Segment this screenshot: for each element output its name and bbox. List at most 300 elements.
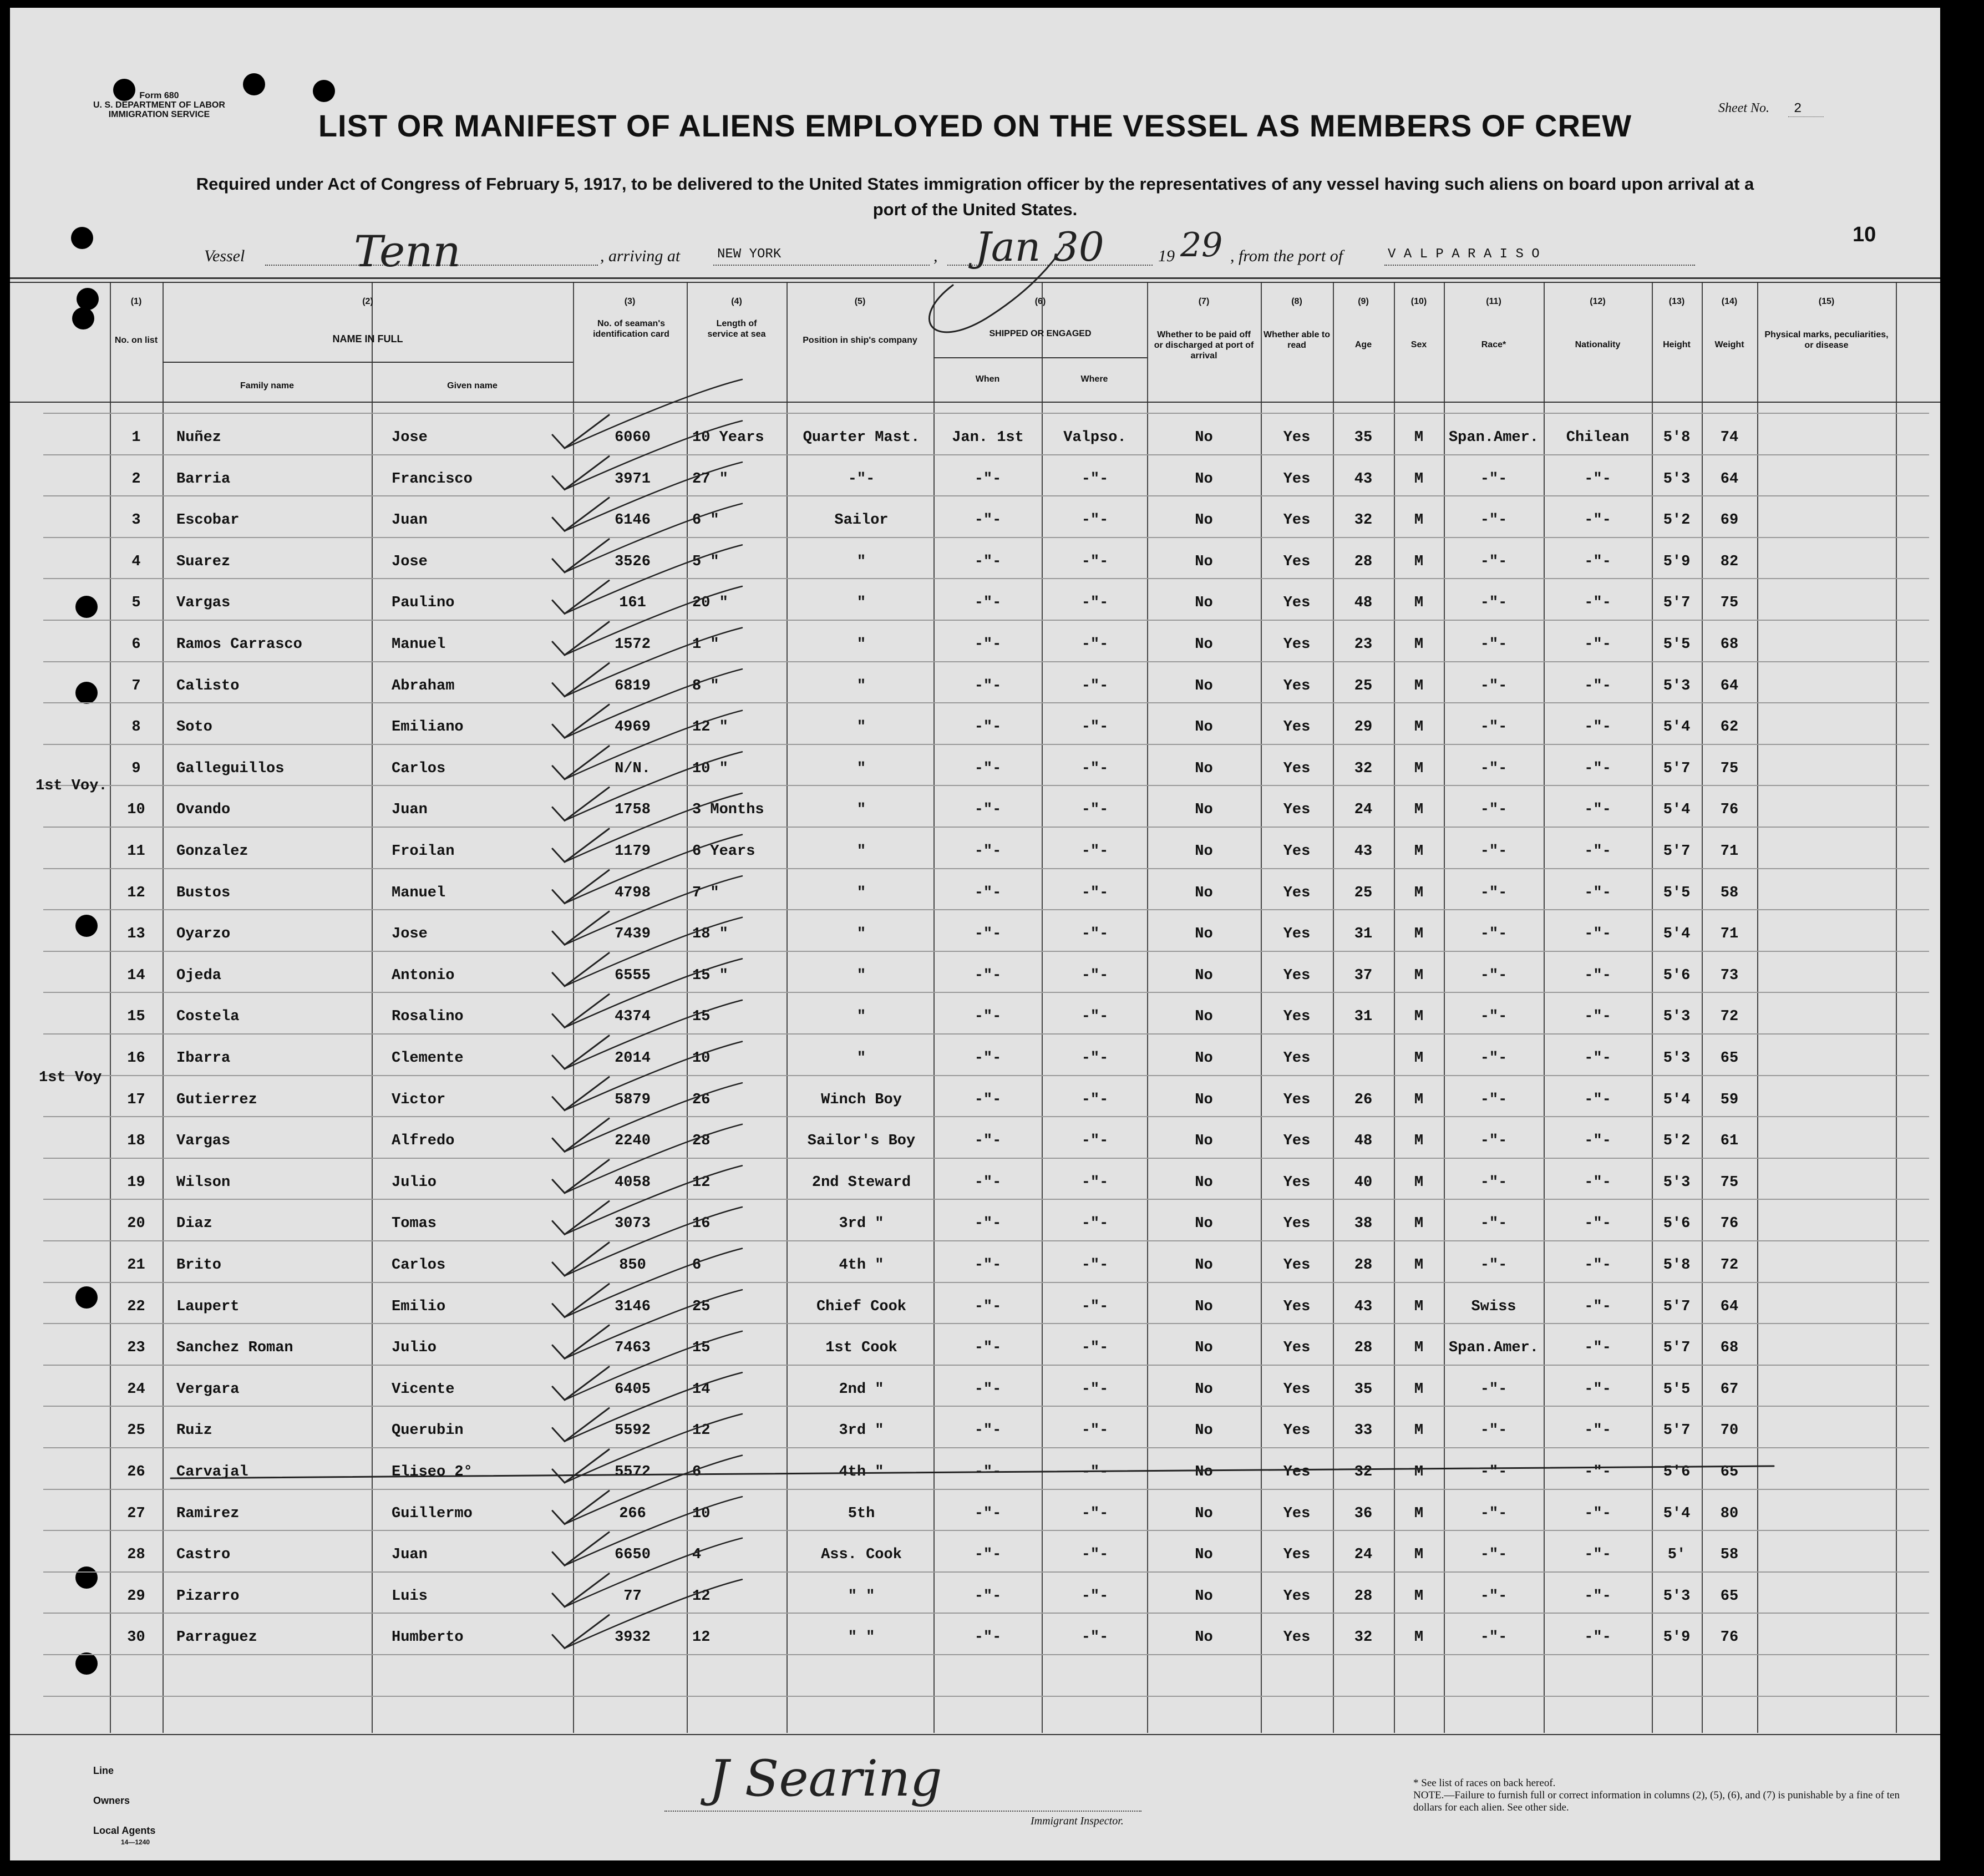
cell-no: 23 <box>127 1340 145 1357</box>
cell-position: " <box>856 636 866 653</box>
tally-stroke <box>565 835 742 904</box>
tally-stroke <box>565 711 742 779</box>
cell-paid: No <box>1195 1091 1213 1108</box>
cell-where: -"- <box>1081 1050 1109 1067</box>
tally-stroke <box>565 1372 742 1441</box>
cell-race: -"- <box>1480 595 1508 612</box>
cell-weight: 62 <box>1720 719 1739 736</box>
cell-position: " <box>856 719 866 736</box>
cell-where: -"- <box>1081 1008 1109 1026</box>
cell-no: 14 <box>127 967 145 984</box>
cell-age: 43 <box>1354 1298 1373 1315</box>
cell-paid: No <box>1195 1381 1213 1398</box>
col-header-given-name: Given name <box>447 381 498 391</box>
cell-no: 28 <box>127 1547 145 1564</box>
cell-given: Victor <box>392 1091 446 1108</box>
cell-height: 5'9 <box>1663 553 1691 570</box>
cell-when: -"- <box>974 843 1002 860</box>
cell-nat: -"- <box>1584 1422 1611 1439</box>
cell-where: -"- <box>1081 1422 1109 1439</box>
cell-no: 17 <box>127 1091 145 1108</box>
cell-sex: M <box>1414 512 1424 529</box>
cell-height: 5'4 <box>1663 926 1691 943</box>
cell-age: 25 <box>1354 677 1373 694</box>
col-header-age: Age <box>1354 340 1372 349</box>
cell-family: Ovando <box>176 802 231 819</box>
cell-sex: M <box>1414 1050 1424 1067</box>
cell-age: 24 <box>1354 802 1373 819</box>
cell-weight: 75 <box>1720 760 1739 777</box>
cell-when: -"- <box>974 1008 1002 1026</box>
cell-paid: No <box>1195 1298 1213 1315</box>
tally-stroke <box>565 959 742 1027</box>
tally-stroke <box>565 545 742 613</box>
cell-family: Nuñez <box>176 429 222 446</box>
cell-read: Yes <box>1283 884 1311 901</box>
cell-service: 5 " <box>692 553 719 570</box>
cell-card: 2014 <box>615 1050 651 1067</box>
cell-race: -"- <box>1480 1629 1508 1646</box>
cell-service: 25 <box>692 1298 711 1315</box>
cell-read: Yes <box>1283 1629 1311 1646</box>
cell-family: Ramos Carrasco <box>176 636 302 653</box>
cell-paid: No <box>1195 967 1213 984</box>
col-header-family-name: Family name <box>240 381 294 391</box>
column-number: (10) <box>1410 297 1427 306</box>
cell-weight: 64 <box>1720 677 1739 694</box>
cell-paid: No <box>1195 429 1213 446</box>
tally-stroke <box>565 1249 742 1317</box>
tally-stroke <box>565 1456 742 1524</box>
inspector-label: Immigrant Inspector. <box>1031 1815 1124 1827</box>
column-number: (14) <box>1721 297 1738 306</box>
cell-card: 266 <box>619 1505 646 1522</box>
cell-card: 6146 <box>615 512 651 529</box>
cell-position: Winch Boy <box>821 1091 902 1108</box>
cell-given: Manuel <box>392 884 446 901</box>
cell-service: 12 " <box>692 719 728 736</box>
cell-service: 7 " <box>692 884 719 901</box>
cell-no: 11 <box>127 843 145 860</box>
cell-card: 4058 <box>615 1174 651 1191</box>
cell-height: 5'8 <box>1663 1257 1691 1274</box>
tally-stroke <box>565 379 742 448</box>
cell-weight: 65 <box>1720 1588 1739 1605</box>
cell-no: 7 <box>131 677 141 694</box>
departure-port: V A L P A R A I S O <box>1388 247 1540 262</box>
cell-sex: M <box>1414 1588 1424 1605</box>
sheet-number: Sheet No. 2 <box>1718 101 1824 116</box>
cell-family: Diaz <box>176 1215 212 1233</box>
cell-sex: M <box>1414 843 1424 860</box>
cell-age: 37 <box>1354 967 1373 984</box>
tally-stroke <box>565 876 742 945</box>
tally-stroke <box>565 1207 742 1276</box>
cell-race: -"- <box>1480 677 1508 694</box>
cell-nat: -"- <box>1584 719 1611 736</box>
cell-paid: No <box>1195 1174 1213 1191</box>
cell-height: 5'5 <box>1663 636 1691 653</box>
cell-family: Gutierrez <box>176 1091 257 1108</box>
cell-when: -"- <box>974 1422 1002 1439</box>
cell-given: Emilio <box>392 1298 446 1315</box>
cell-weight: 67 <box>1720 1381 1739 1398</box>
cell-service: 12 <box>692 1588 711 1605</box>
cell-family: Laupert <box>176 1298 240 1315</box>
cell-race: -"- <box>1480 1588 1508 1605</box>
cell-height: 5'4 <box>1663 719 1691 736</box>
cell-sex: M <box>1414 429 1424 446</box>
cell-card: 850 <box>619 1257 646 1274</box>
cell-height: 5'3 <box>1663 677 1691 694</box>
column-number: (6) <box>1034 297 1046 306</box>
cell-position: 3rd " <box>839 1215 884 1233</box>
cell-height: 5'3 <box>1663 1008 1691 1026</box>
cell-family: Brito <box>176 1257 222 1274</box>
cell-weight: 71 <box>1720 926 1739 943</box>
arrival-year: 29 <box>1180 226 1223 265</box>
cell-no: 24 <box>127 1381 145 1398</box>
cell-given: Rosalino <box>392 1008 464 1026</box>
col-header-number: No. on list <box>114 336 158 345</box>
cell-weight: 69 <box>1720 512 1739 529</box>
cell-family: Vargas <box>176 595 231 612</box>
cell-service: 6 <box>692 1257 702 1274</box>
cell-nat: -"- <box>1584 884 1611 901</box>
cell-when: -"- <box>974 719 1002 736</box>
cell-where: -"- <box>1081 1215 1109 1233</box>
cell-when: -"- <box>974 677 1002 694</box>
cell-given: Humberto <box>392 1629 464 1646</box>
cell-family: Gonzalez <box>176 843 248 860</box>
cell-nat: -"- <box>1584 1091 1611 1108</box>
cell-sex: M <box>1414 1298 1424 1315</box>
cell-position: " <box>856 553 866 570</box>
cell-position: " <box>856 926 866 943</box>
margin-note: 1st Voy <box>39 1069 102 1086</box>
cell-family: Vargas <box>176 1133 231 1150</box>
cell-sex: M <box>1414 553 1424 570</box>
col-header-name: NAME IN FULL <box>332 333 403 344</box>
cell-paid: No <box>1195 926 1213 943</box>
cell-race: -"- <box>1480 1505 1508 1522</box>
cell-read: Yes <box>1283 1174 1311 1191</box>
cell-no: 1 <box>131 429 141 446</box>
year-prefix: 19 <box>1158 247 1175 265</box>
cell-when: Jan. 1st <box>952 429 1024 446</box>
cell-where: -"- <box>1081 967 1109 984</box>
cell-card: 77 <box>623 1588 642 1605</box>
cell-age: 23 <box>1354 636 1373 653</box>
cell-service: 4 <box>692 1547 702 1564</box>
cell-sex: M <box>1414 677 1424 694</box>
cell-service: 6 Years <box>692 843 755 860</box>
vessel-line: Vessel Tenn , arriving at NEW YORK , Jan 30 19 29 , from the port of V A L P A R A I S O <box>10 244 1940 271</box>
col-header-weight: Weight <box>1714 340 1744 349</box>
cell-race: Swiss <box>1471 1298 1516 1315</box>
cell-no: 26 <box>127 1464 145 1480</box>
cell-race: -"- <box>1480 1174 1508 1191</box>
column-number: (8) <box>1291 297 1302 306</box>
cell-height: 5'7 <box>1663 1298 1691 1315</box>
pen-stroke <box>929 246 1064 332</box>
cell-nat: -"- <box>1584 1381 1611 1398</box>
cell-sex: M <box>1414 926 1424 943</box>
arriving-label: , arriving at <box>600 247 681 265</box>
cell-weight: 72 <box>1720 1257 1739 1274</box>
cell-no: 16 <box>127 1050 145 1067</box>
cell-age: 32 <box>1354 512 1373 529</box>
cell-when: -"- <box>974 1174 1002 1191</box>
column-number: (4) <box>731 297 742 306</box>
page-title: LIST OR MANIFEST OF ALIENS EMPLOYED ON THE VESSEL AS MEMBERS OF CREW <box>318 108 1632 143</box>
cell-card: 7439 <box>615 926 651 943</box>
cell-nat: -"- <box>1584 1588 1611 1605</box>
cell-position: " <box>856 677 866 694</box>
cell-height: 5'7 <box>1663 1340 1691 1357</box>
cell-family: Calisto <box>176 677 240 694</box>
cell-given: Querubin <box>392 1422 464 1439</box>
cell-no: 15 <box>127 1008 145 1026</box>
cell-where: -"- <box>1081 470 1109 488</box>
cell-read: Yes <box>1283 470 1311 488</box>
cell-height: 5'5 <box>1663 1381 1691 1398</box>
cell-no: 30 <box>127 1629 145 1646</box>
cell-read: Yes <box>1283 1464 1311 1480</box>
column-number: (11) <box>1486 297 1501 306</box>
cell-when: -"- <box>974 1588 1002 1605</box>
tally-stroke <box>565 917 742 986</box>
form-identifier: Form 680 U. S. DEPARTMENT OF LABOR IMMIGRATION SERVICE <box>93 91 225 119</box>
cell-sex: M <box>1414 884 1424 901</box>
cell-position: 2nd Steward <box>811 1174 911 1191</box>
column-number: (13) <box>1668 297 1685 306</box>
cell-weight: 76 <box>1720 1629 1739 1646</box>
cell-position: " " <box>848 1629 875 1646</box>
cell-card: 4969 <box>615 719 651 736</box>
cell-height: 5'5 <box>1663 884 1691 901</box>
cell-no: 29 <box>127 1588 145 1605</box>
line-label: Line <box>93 1765 114 1776</box>
margin-note: 1st Voy. <box>35 778 108 794</box>
cell-race: Span.Amer. <box>1448 1340 1539 1357</box>
cell-no: 21 <box>127 1257 145 1274</box>
cell-no: 8 <box>131 719 141 736</box>
cell-where: -"- <box>1081 884 1109 901</box>
cell-race: -"- <box>1480 470 1508 488</box>
cell-race: -"- <box>1480 760 1508 777</box>
cell-sex: M <box>1414 1133 1424 1150</box>
cell-when: -"- <box>974 1381 1002 1398</box>
cell-no: 19 <box>127 1174 145 1191</box>
cell-paid: No <box>1195 553 1213 570</box>
cell-height: 5'4 <box>1663 1091 1691 1108</box>
cell-service: 27 " <box>692 470 728 488</box>
manifest-sheet <box>10 8 1940 1860</box>
cell-age: 28 <box>1354 1257 1373 1274</box>
cell-race: Span.Amer. <box>1448 429 1539 446</box>
cell-service: 6 " <box>692 512 719 529</box>
cell-card: 5592 <box>615 1422 651 1439</box>
cell-nat: -"- <box>1584 967 1611 984</box>
cell-family: Ibarra <box>176 1050 231 1067</box>
cell-sex: M <box>1414 1505 1424 1522</box>
cell-paid: No <box>1195 1257 1213 1274</box>
cell-weight: 76 <box>1720 1215 1739 1233</box>
cell-where: Valpso. <box>1063 429 1127 446</box>
cell-when: -"- <box>974 1050 1002 1067</box>
cell-age: 31 <box>1354 926 1373 943</box>
strike-line <box>171 1466 1774 1478</box>
cell-given: Julio <box>392 1340 437 1357</box>
col-header-when: When <box>975 374 1000 384</box>
cell-read: Yes <box>1283 843 1311 860</box>
cell-card: 2240 <box>615 1133 651 1150</box>
cell-sex: M <box>1414 1547 1424 1564</box>
cell-service: 6 <box>692 1464 702 1480</box>
tally-stroke <box>565 1042 742 1111</box>
cell-nat: -"- <box>1584 760 1611 777</box>
cell-no: 5 <box>131 595 141 612</box>
cell-race: -"- <box>1480 1215 1508 1233</box>
cell-sex: M <box>1414 719 1424 736</box>
cell-given: Jose <box>392 553 428 570</box>
col-header-service: Length of service at sea <box>707 319 766 339</box>
cell-card: 3146 <box>615 1298 651 1315</box>
cell-nat: -"- <box>1584 802 1611 819</box>
cell-race: -"- <box>1480 1091 1508 1108</box>
cell-given: Clemente <box>392 1050 464 1067</box>
tally-stroke <box>565 1000 742 1069</box>
cell-nat: -"- <box>1584 1505 1611 1522</box>
cell-paid: No <box>1195 1340 1213 1357</box>
cell-nat: -"- <box>1584 512 1611 529</box>
cell-when: -"- <box>974 553 1002 570</box>
cell-race: -"- <box>1480 1464 1508 1480</box>
col-header-position: Position in ship's company <box>803 336 917 345</box>
cell-position: -"- <box>848 470 875 488</box>
cell-service: 3 Months <box>692 802 764 819</box>
corner-mark: 10 <box>1853 223 1876 246</box>
cell-nat: -"- <box>1584 595 1611 612</box>
cell-card: 3932 <box>615 1629 651 1646</box>
cell-service: 12 <box>692 1629 711 1646</box>
col-header-paid-off: Whether to be paid off or discharged at port of arrival <box>1154 330 1254 361</box>
cell-card: 6555 <box>615 967 651 984</box>
cell-height: 5'8 <box>1663 429 1691 446</box>
cell-nat: -"- <box>1584 1464 1611 1480</box>
cell-sex: M <box>1414 1340 1424 1357</box>
cell-paid: No <box>1195 636 1213 653</box>
cell-card: N/N. <box>615 760 651 777</box>
cell-where: -"- <box>1081 1174 1109 1191</box>
cell-paid: No <box>1195 470 1213 488</box>
cell-paid: No <box>1195 1215 1213 1233</box>
cell-height: 5'9 <box>1663 1629 1691 1646</box>
cell-where: -"- <box>1081 636 1109 653</box>
cell-card: 4374 <box>615 1008 651 1026</box>
cell-given: Abraham <box>392 677 455 694</box>
cell-given: Eliseo 2° <box>392 1464 473 1480</box>
cell-where: -"- <box>1081 1133 1109 1150</box>
cell-when: -"- <box>974 760 1002 777</box>
cell-position: " <box>856 595 866 612</box>
cell-given: Guillermo <box>392 1505 473 1522</box>
cell-position: " <box>856 802 866 819</box>
cell-read: Yes <box>1283 719 1311 736</box>
cell-position: 1st Cook <box>825 1340 897 1357</box>
cell-paid: No <box>1195 1505 1213 1522</box>
cell-service: 10 " <box>692 760 728 777</box>
footnote: * See list of races on back hereof. NOTE.—Failure to furnish full or correct information in columns (2), (5), (6), and (7) is punishable by a fine of ten dollars for each alien. See other side. <box>1413 1777 1900 1813</box>
cell-where: -"- <box>1081 760 1109 777</box>
cell-no: 3 <box>131 512 141 529</box>
cell-service: 15 " <box>692 967 728 984</box>
cell-family: Escobar <box>176 512 240 529</box>
col-header-physical-marks: Physical marks, peculiarities, or disease <box>1764 330 1889 350</box>
cell-nat: -"- <box>1584 1257 1611 1274</box>
subtitle: Required under Act of Congress of February 5, 1917, to be delivered to the United States immigration officer by the representatives of any vessel having such aliens on board upon arrival at a <box>196 174 1754 194</box>
cell-nat: -"- <box>1584 636 1611 653</box>
cell-age: 48 <box>1354 1133 1373 1150</box>
cell-height: 5'7 <box>1663 760 1691 777</box>
cell-age: 28 <box>1354 1340 1373 1357</box>
cell-paid: No <box>1195 802 1213 819</box>
cell-card: 7463 <box>615 1340 651 1357</box>
cell-read: Yes <box>1283 802 1311 819</box>
col-header-sex: Sex <box>1410 340 1427 349</box>
cell-given: Vicente <box>392 1381 455 1398</box>
tally-stroke <box>565 628 742 697</box>
tally-stroke <box>565 1414 742 1483</box>
cell-nat: -"- <box>1584 470 1611 488</box>
cell-age: 32 <box>1354 1629 1373 1646</box>
cell-when: -"- <box>974 636 1002 653</box>
cell-position: Sailor's Boy <box>807 1133 916 1150</box>
cell-height: 5'6 <box>1663 1215 1691 1233</box>
subtitle-2: port of the United States. <box>872 200 1078 219</box>
cell-given: Juan <box>392 802 428 819</box>
cell-family: Wilson <box>176 1174 231 1191</box>
cell-given: Jose <box>392 429 428 446</box>
cell-race: -"- <box>1480 1008 1508 1026</box>
cell-service: 1 " <box>692 636 719 653</box>
column-number: (1) <box>130 297 142 306</box>
cell-age: 32 <box>1354 1464 1373 1480</box>
cell-read: Yes <box>1283 1257 1311 1274</box>
cell-read: Yes <box>1283 553 1311 570</box>
cell-nat: -"- <box>1584 1298 1611 1315</box>
cell-age: 48 <box>1354 595 1373 612</box>
cell-card: 3526 <box>615 553 651 570</box>
cell-nat: -"- <box>1584 1340 1611 1357</box>
vessel-name: Tenn <box>354 227 461 277</box>
cell-card: 6650 <box>615 1547 651 1564</box>
cell-no: 27 <box>127 1505 145 1522</box>
cell-weight: 75 <box>1720 1174 1739 1191</box>
cell-no: 2 <box>131 470 141 488</box>
cell-family: Castro <box>176 1547 231 1564</box>
cell-height: 5'2 <box>1663 1133 1691 1150</box>
cell-read: Yes <box>1283 677 1311 694</box>
cell-when: -"- <box>974 1298 1002 1315</box>
cell-weight: 58 <box>1720 1547 1739 1564</box>
cell-given: Juan <box>392 1547 428 1564</box>
cell-position: " " <box>848 1588 875 1605</box>
cell-weight: 65 <box>1720 1464 1739 1480</box>
cell-weight: 80 <box>1720 1505 1739 1522</box>
cell-read: Yes <box>1283 429 1311 446</box>
